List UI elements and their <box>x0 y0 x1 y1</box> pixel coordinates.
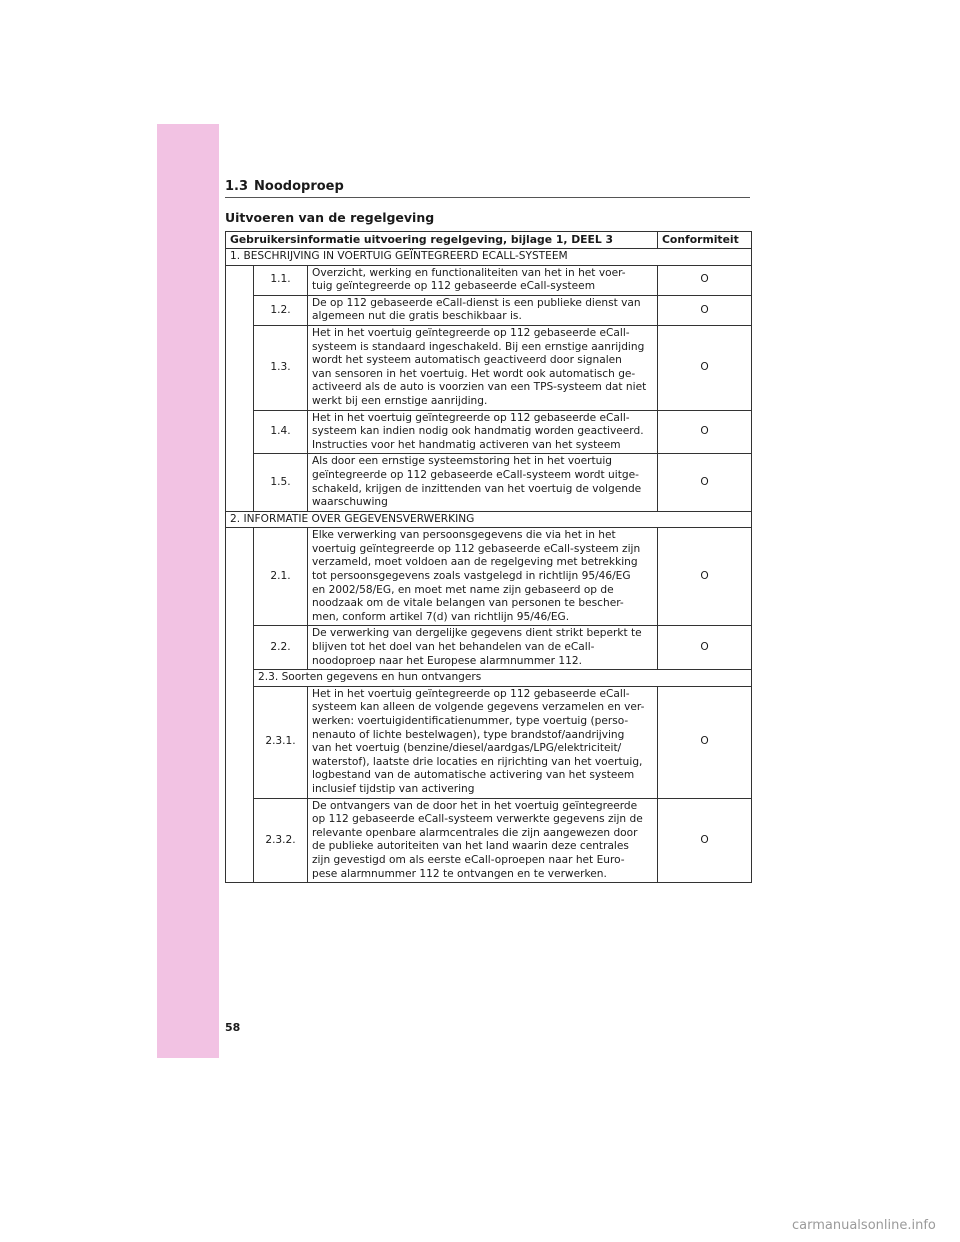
row-conformity: O <box>658 410 752 454</box>
row-conformity: O <box>658 454 752 511</box>
subsection-row <box>226 670 752 687</box>
row-text <box>308 454 658 511</box>
row-conformity: O <box>658 295 752 325</box>
row-conformity: O <box>658 798 752 883</box>
row-text <box>308 686 658 798</box>
row-conformity: O <box>658 325 752 410</box>
row-number: 1.1. <box>254 265 308 295</box>
row-text <box>308 325 658 410</box>
table-row <box>226 295 752 325</box>
row-text <box>308 295 658 325</box>
row-text <box>308 626 658 670</box>
section-row-1 <box>226 249 752 266</box>
table-row <box>226 325 752 410</box>
table-row <box>226 686 752 798</box>
section-1-title: 1. BESCHRIJVING IN VOERTUIG GEÏNTEGREERD ECALL-SYSTEEM <box>226 249 752 266</box>
row-text <box>308 410 658 454</box>
row-text-content: Overzicht, werking en functionaliteiten van het in het voer- tuig geïntegreerde op 112 gebaseerde eCall-systeem <box>312 266 626 293</box>
page-number: 58 <box>225 1021 241 1034</box>
row-conformity: O <box>658 528 752 626</box>
row-text-content: De op 112 gebaseerde eCall-dienst is een publieke dienst van algemeen nut die gratis beschikbaar is. <box>312 296 641 323</box>
row-number: 1.3. <box>254 325 308 410</box>
row-conformity: O <box>658 686 752 798</box>
row-number: 1.4. <box>254 410 308 454</box>
row-text-content: De verwerking van dergelijke gegevens dient strikt beperkt te blijven tot het doel van het behandelen van de eCall- noodoproep naar het Europese alarmnummer 112. <box>312 627 642 667</box>
row-text-content: Het in het voertuig geïntegreerde op 112 gebaseerde eCall- systeem is standaard ingeschakeld. Bij een ernstige aanrijding wordt het systeem automatisch geactiveerd door signalen van sensoren in het voertuig. Het wordt ook automatisch ge- activeerd als de auto is voorzien van een TPS-systeem dat niet werkt bij een ernstige aanrijding. <box>312 326 647 407</box>
row-number: 2.3.2. <box>254 798 308 883</box>
table-row <box>226 626 752 670</box>
side-tab <box>157 124 219 1058</box>
section-title: Noodoproep <box>254 179 344 194</box>
row-number: 1.2. <box>254 295 308 325</box>
row-text <box>308 528 658 626</box>
row-text <box>308 798 658 883</box>
table-row <box>226 265 752 295</box>
row-number: 2.1. <box>254 528 308 626</box>
section-header <box>225 179 750 198</box>
column-header-conformity: Conformiteit <box>658 232 752 249</box>
row-number: 2.2. <box>254 626 308 670</box>
section-2-title: 2. INFORMATIE OVER GEGEVENSVERWERKING <box>226 511 752 528</box>
indent-cell <box>226 265 254 511</box>
row-text-content: Als door een ernstige systeemstoring het in het voertuig geïntegreerde op 112 gebaseerde eCall-systeem wordt uitge- schakeld, krijgen de inzittenden van het voertuig de volgende waarschuwing <box>312 455 642 509</box>
table-row <box>226 528 752 626</box>
row-text-content: Elke verwerking van persoonsgegevens die via het in het voertuig geïntegreerde op 112 gebaseerde eCall-systeem zijn verzameld, moet voldoen aan de regelgeving met betrekking tot persoonsgegevens zoals vastgelegd in richtlijn 95/46/EG en 2002/58/EG, en moet met name zijn gebaseerd op de noodzaak om de vitale belangen van personen te bescher- men, conform artikel 7(d) van richtlijn 95/46/EG. <box>312 529 641 623</box>
table-row <box>226 798 752 883</box>
row-number: 2.3.1. <box>254 686 308 798</box>
row-text-content: De ontvangers van de door het in het voertuig geïntegreerde op 112 gebaseerde eCall-systeem verwerkte gegevens zijn de relevante openbare alarmcentrales die zijn aangewezen door de publieke autoriteiten van het land waarin deze centrales zijn gevestigd om als eerste eCall-oproepen naar het Euro- pese alarmnummer 112 te ontvangen en te verwerken. <box>312 799 643 880</box>
row-text <box>308 265 658 295</box>
section-number: 1.3 <box>225 179 249 194</box>
row-text-content: Het in het voertuig geïntegreerde op 112 gebaseerde eCall- systeem kan alleen de volgende gegevens verzamelen en ver- werken: voertuigidentificatienummer, type voertuig (perso- nenauto of lichte bestelwagen), type brandstof/aandrijving van het voertuig (benzine/diesel/aardgas/LPG/elektriciteit/ waterstof), laatste drie locaties en rijrichting van het voertuig, logbestand van de automatische activering van het systeem inclusief tijdstip van activering <box>312 687 645 795</box>
indent-cell <box>226 528 254 883</box>
row-conformity: O <box>658 265 752 295</box>
table-row <box>226 454 752 511</box>
row-number: 1.5. <box>254 454 308 511</box>
subsection-title: 2.3. Soorten gegevens en hun ontvangers <box>254 670 752 687</box>
row-conformity: O <box>658 626 752 670</box>
page-title: Uitvoeren van de regelgeving <box>225 210 435 225</box>
table-row <box>226 410 752 454</box>
section-row-2 <box>226 511 752 528</box>
row-text-content: Het in het voertuig geïntegreerde op 112 gebaseerde eCall- systeem kan indien nodig ook handmatig worden geactiveerd. Instructies voor het handmatig activeren van het systeem <box>312 411 644 451</box>
column-header-info: Gebruikersinformatie uitvoering regelgeving, bijlage 1, DEEL 3 <box>226 232 658 249</box>
table-header-row <box>226 232 752 249</box>
regulation-table <box>225 231 752 883</box>
watermark: carmanualsonline.info <box>792 1218 936 1233</box>
